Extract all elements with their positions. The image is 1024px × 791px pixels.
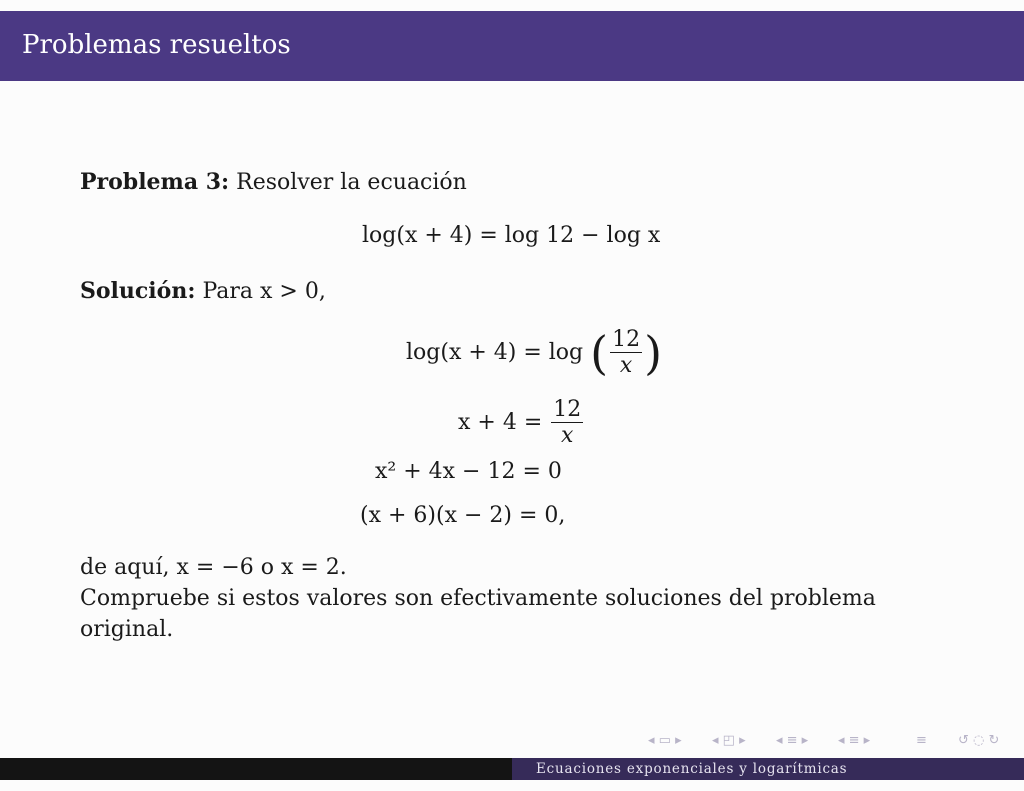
problem-equation: log(x + 4) = log 12 − log x — [362, 223, 661, 248]
align-icon[interactable]: ≡ — [916, 733, 927, 748]
left-paren: ( — [590, 325, 609, 380]
step-1-denominator: x — [619, 353, 633, 379]
solution-text: Para x > 0, — [202, 279, 326, 304]
subsection-nav-button[interactable]: ◂ ◰ ▸ — [712, 733, 746, 748]
step-2 — [458, 397, 585, 449]
step-2-left: x + 4 = — [458, 409, 543, 435]
step-3: x² + 4x − 12 = 0 — [375, 459, 562, 484]
slide-title: Problemas resueltos — [22, 30, 291, 60]
right-paren: ) — [644, 325, 663, 380]
problem-statement — [80, 171, 467, 194]
section-nav-button[interactable]: ◂ ≡ ▸ — [776, 733, 809, 748]
step-2-denominator: x — [561, 423, 574, 449]
step-1-fraction — [610, 327, 642, 379]
problem-text: Resolver la ecuación — [236, 170, 467, 195]
step-1-left: log(x + 4) = log — [406, 339, 584, 365]
step-2-fraction — [551, 397, 583, 449]
conclusion-line-3: original. — [80, 617, 174, 642]
footer-title: Ecuaciones exponenciales y logarítmicas — [536, 761, 848, 777]
subsec-nav-button[interactable]: ◂ ≡ ▸ — [838, 733, 871, 748]
conclusion-line-1: de aquí, x = −6 o x = 2. — [80, 555, 347, 580]
step-1 — [406, 327, 662, 379]
problem-label: Problema 3: — [80, 169, 230, 195]
step-4: (x + 6)(x − 2) = 0, — [360, 503, 566, 528]
frame-nav-button[interactable]: ◂ ▭ ▸ — [648, 733, 682, 748]
step-1-numerator: 12 — [612, 327, 641, 352]
footer-left-bar — [0, 758, 512, 780]
solution-statement — [80, 280, 326, 303]
search-icons[interactable]: ↺ ◌ ↻ — [958, 733, 1000, 748]
solution-label: Solución: — [80, 278, 196, 304]
step-2-numerator: 12 — [553, 397, 582, 422]
conclusion-line-2: Compruebe si estos valores son efectivamente soluciones del problema — [80, 586, 876, 611]
